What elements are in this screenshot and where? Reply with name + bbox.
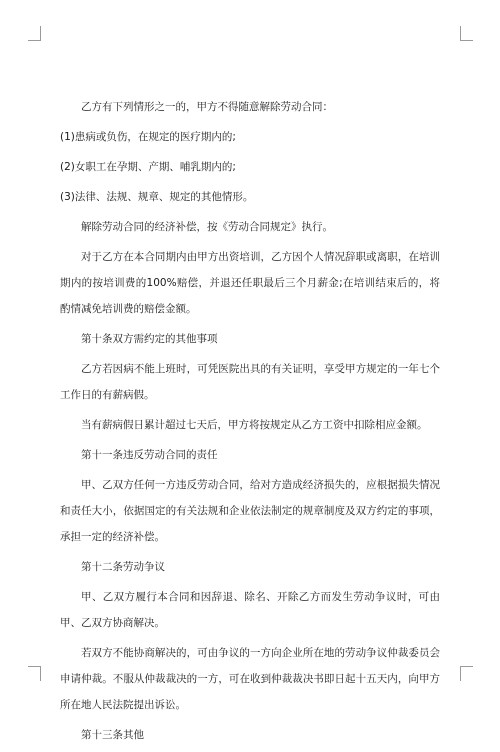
crop-mark-top-right xyxy=(460,26,473,41)
list-item: (1)患病或负伤，在规定的医疗期内的; xyxy=(60,131,236,143)
section-heading: 第十条双方需约定的其他事项 xyxy=(81,333,218,345)
paragraph: 当有薪病假日累计超过七天后，甲方将按规定从乙方工资中扣除相应金额。 xyxy=(81,419,428,431)
section-heading: 第十一条违反劳动合同的责任 xyxy=(81,449,218,461)
crop-mark-top-left xyxy=(28,26,41,41)
list-item: (3)法律、法规、规章、规定的其他情形。 xyxy=(60,191,254,203)
paragraph: 乙方有下列情形之一的，甲方不得随意解除劳动合同： xyxy=(81,101,333,113)
paragraph: 甲、乙双方履行本合同和因辞退、除名、开除乙方而发生劳动争议时，可由甲、乙双方协商解决。 xyxy=(60,591,440,629)
paragraph: 对于乙方在本合同期内由甲方出资培训，乙方因个人情况辞职或离职，在培训期内的按培训费的100%赔偿，并退还任职最后三个月薪金;在培训结束后的，将酌情减免培训费的赔偿金额。 xyxy=(60,251,440,315)
paragraph: 乙方若因病不能上班时，可凭医院出具的有关证明，享受甲方规定的一年七个工作日的有薪病假。 xyxy=(60,363,440,401)
paragraph: 若双方不能协商解决的，可由争议的一方向企业所在地的劳动争议仲裁委员会申请仲裁。不服从仲裁裁决的一方，可在收到仲裁裁决书即日起十五天内，向甲方所在地人民法院提出诉讼。 xyxy=(60,647,440,711)
paragraph: 甲、乙双方任何一方违反劳动合同，给对方造成经济损失的，应根据损失情况和责任大小，依据国定的有关法规和企业依法制定的规章制度及双方约定的事项，承担一定的经济补偿。 xyxy=(60,479,440,543)
crop-mark-bottom-right xyxy=(460,666,473,681)
section-heading: 第十三条其他 xyxy=(81,729,144,741)
crop-mark-bottom-left xyxy=(28,666,41,681)
document-body xyxy=(60,94,440,752)
section-heading: 第十二条劳动争议 xyxy=(81,561,165,573)
list-item: (2)女职工在孕期、产期、哺乳期内的; xyxy=(60,161,236,173)
paragraph: 解除劳动合同的经济补偿，按《劳动合同规定》执行。 xyxy=(81,221,333,233)
